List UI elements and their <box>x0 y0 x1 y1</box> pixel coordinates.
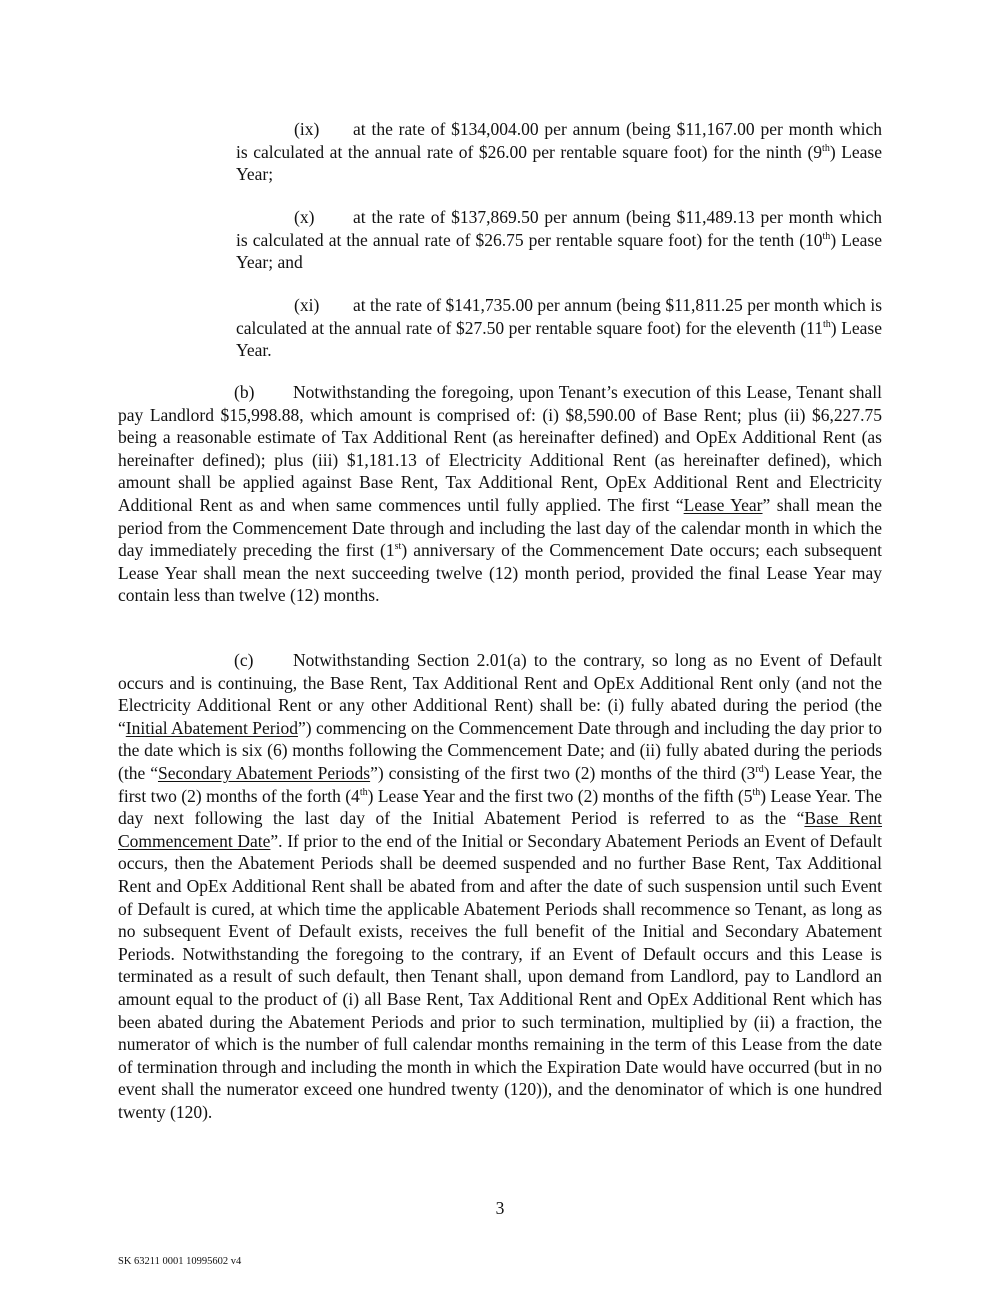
ordinal-suffix: th <box>822 230 831 242</box>
section-c-paragraph <box>118 649 882 1123</box>
section-text: ”. If prior to the end of the Initial or Secondary Abatement Periods an Event of Default occurs, then the Abatement Periods shall be deemed suspended and no further Base Rent, Tax Additional Rent and OpEx Additional Rent shall be abated from and after the date of such suspension until such Event of Default is cured, at which time the applicable Abatement Periods shall recommence so Tenant, as long as no subsequent Event of Default exists, receives the full benefit of the Initial and Secondary Abatement Periods. Notwithstanding the foregoing to the contrary, if an Event of Default occurs and this Lease is terminated as a result of such default, then Tenant shall, upon demand from Landlord, pay to Landlord an amount equal to the product of (i) all Base Rent, Tax Additional Rent and OpEx Additional Rent which has been abated during the Abatement Periods and prior to such termination, multiplied by (ii) a fraction, the numerator of which is the number of full calendar months remaining in the term of this Lease from the date of termination through and including the month in which the Expiration Date would have occurred (but in no event shall the numerator exceed one hundred twenty (120)), and the denominator of which is one hundred twenty (120). <box>118 830 882 1122</box>
defined-term-lease-year: Lease Year <box>683 494 763 515</box>
section-text: ”) consisting of the first two (2) months of the third (3 <box>370 762 756 783</box>
ordinal-suffix: rd <box>755 764 764 776</box>
item-number: (xi) <box>294 295 320 315</box>
ordinal-suffix: th <box>752 786 761 798</box>
section-text: ) Lease Year, the first two (2) months of the forth (4 <box>118 762 882 806</box>
section-b-paragraph <box>118 381 882 607</box>
section-number: (b) <box>234 382 255 402</box>
item-text: at the rate of $137,869.50 per annum (being $11,489.13 per month which is calculated at the annual rate of $26.75 per rentable square foot) for the tenth (10 <box>236 207 882 250</box>
ordinal-suffix: th <box>359 786 368 798</box>
rent-schedule-item-ix <box>236 118 882 186</box>
item-text-end: ) Lease Year. <box>236 317 882 361</box>
section-text: ) Lease Year. The day next following the last day of the Initial Abatement Period is referred to as the “ <box>118 785 882 829</box>
page-number: 3 <box>495 1198 505 1218</box>
section-number: (c) <box>234 650 254 670</box>
item-number: (ix) <box>294 119 320 139</box>
item-text-end: ) Lease Year; <box>236 141 882 185</box>
section-text: ”) commencing on the Commencement Date through and including the day prior to the date which is six (6) months following the Commencement Date; and (ii) fully abated during the periods (the “ <box>118 717 882 783</box>
section-text: Notwithstanding Section 2.01(a) to the contrary, so long as no Event of Default occurs and is continuing, the Base Rent, Tax Additional Rent and OpEx Additional Rent only (and not the Electricity Additional Rent or any other Additional Rent) shall be: (i) fully abated during the period (the “ <box>118 650 882 738</box>
item-text: at the rate of $141,735.00 per annum (being $11,811.25 per month which is calculated at the annual rate of $27.50 per rentable square foot) for the eleventh (11 <box>236 295 882 338</box>
item-number: (x) <box>294 207 315 227</box>
document-footer-id: SK 63211 0001 10995602 v4 <box>118 1256 242 1267</box>
defined-term-secondary-abatement-periods: Secondary Abatement Periods <box>157 762 371 783</box>
defined-term-base-rent-commencement-date: Base Rent Commencement Date <box>118 808 882 851</box>
rent-schedule-item-x <box>236 206 882 274</box>
section-text: ” shall mean the period from the Commencement Date through and including the last day of the calendar month in which the day immediately preceding the first (1 <box>118 494 882 561</box>
item-text-end: ) Lease Year; and <box>236 229 882 273</box>
section-text: ) anniversary of the Commencement Date occurs; each subsequent Lease Year shall mean the next succeeding twelve (12) month period, provided the final Lease Year may contain less than twelve (12) months. <box>118 540 882 606</box>
defined-term-initial-abatement-period: Initial Abatement Period <box>125 717 298 738</box>
rent-schedule-item-xi <box>236 294 882 362</box>
section-text: ) Lease Year and the first two (2) months of the fifth (5 <box>367 785 753 806</box>
item-text: at the rate of $134,004.00 per annum (being $11,167.00 per month which is calculated at the annual rate of $26.00 per rentable square foot) for the ninth (9 <box>236 119 882 162</box>
ordinal-suffix: st <box>394 541 402 553</box>
section-text: Notwithstanding the foregoing, upon Tenant’s execution of this Lease, Tenant shall pay Landlord $15,998.88, which amount is comprised of: (i) $8,590.00 of Base Rent; plus (ii) $6,227.75 being a reasonable estimate of Tax Additional Rent (as hereinafter defined) and OpEx Additional Rent (as hereinafter defined); plus (iii) $1,181.13 of Electricity Additional Rent (as hereinafter defined), which amount shall be applied against Base Rent, Tax Additional Rent, OpEx Additional Rent and Electricity Additional Rent as and when same commences until fully applied. The first “ <box>118 382 882 515</box>
ordinal-suffix: th <box>822 318 831 330</box>
ordinal-suffix: th <box>822 142 830 154</box>
